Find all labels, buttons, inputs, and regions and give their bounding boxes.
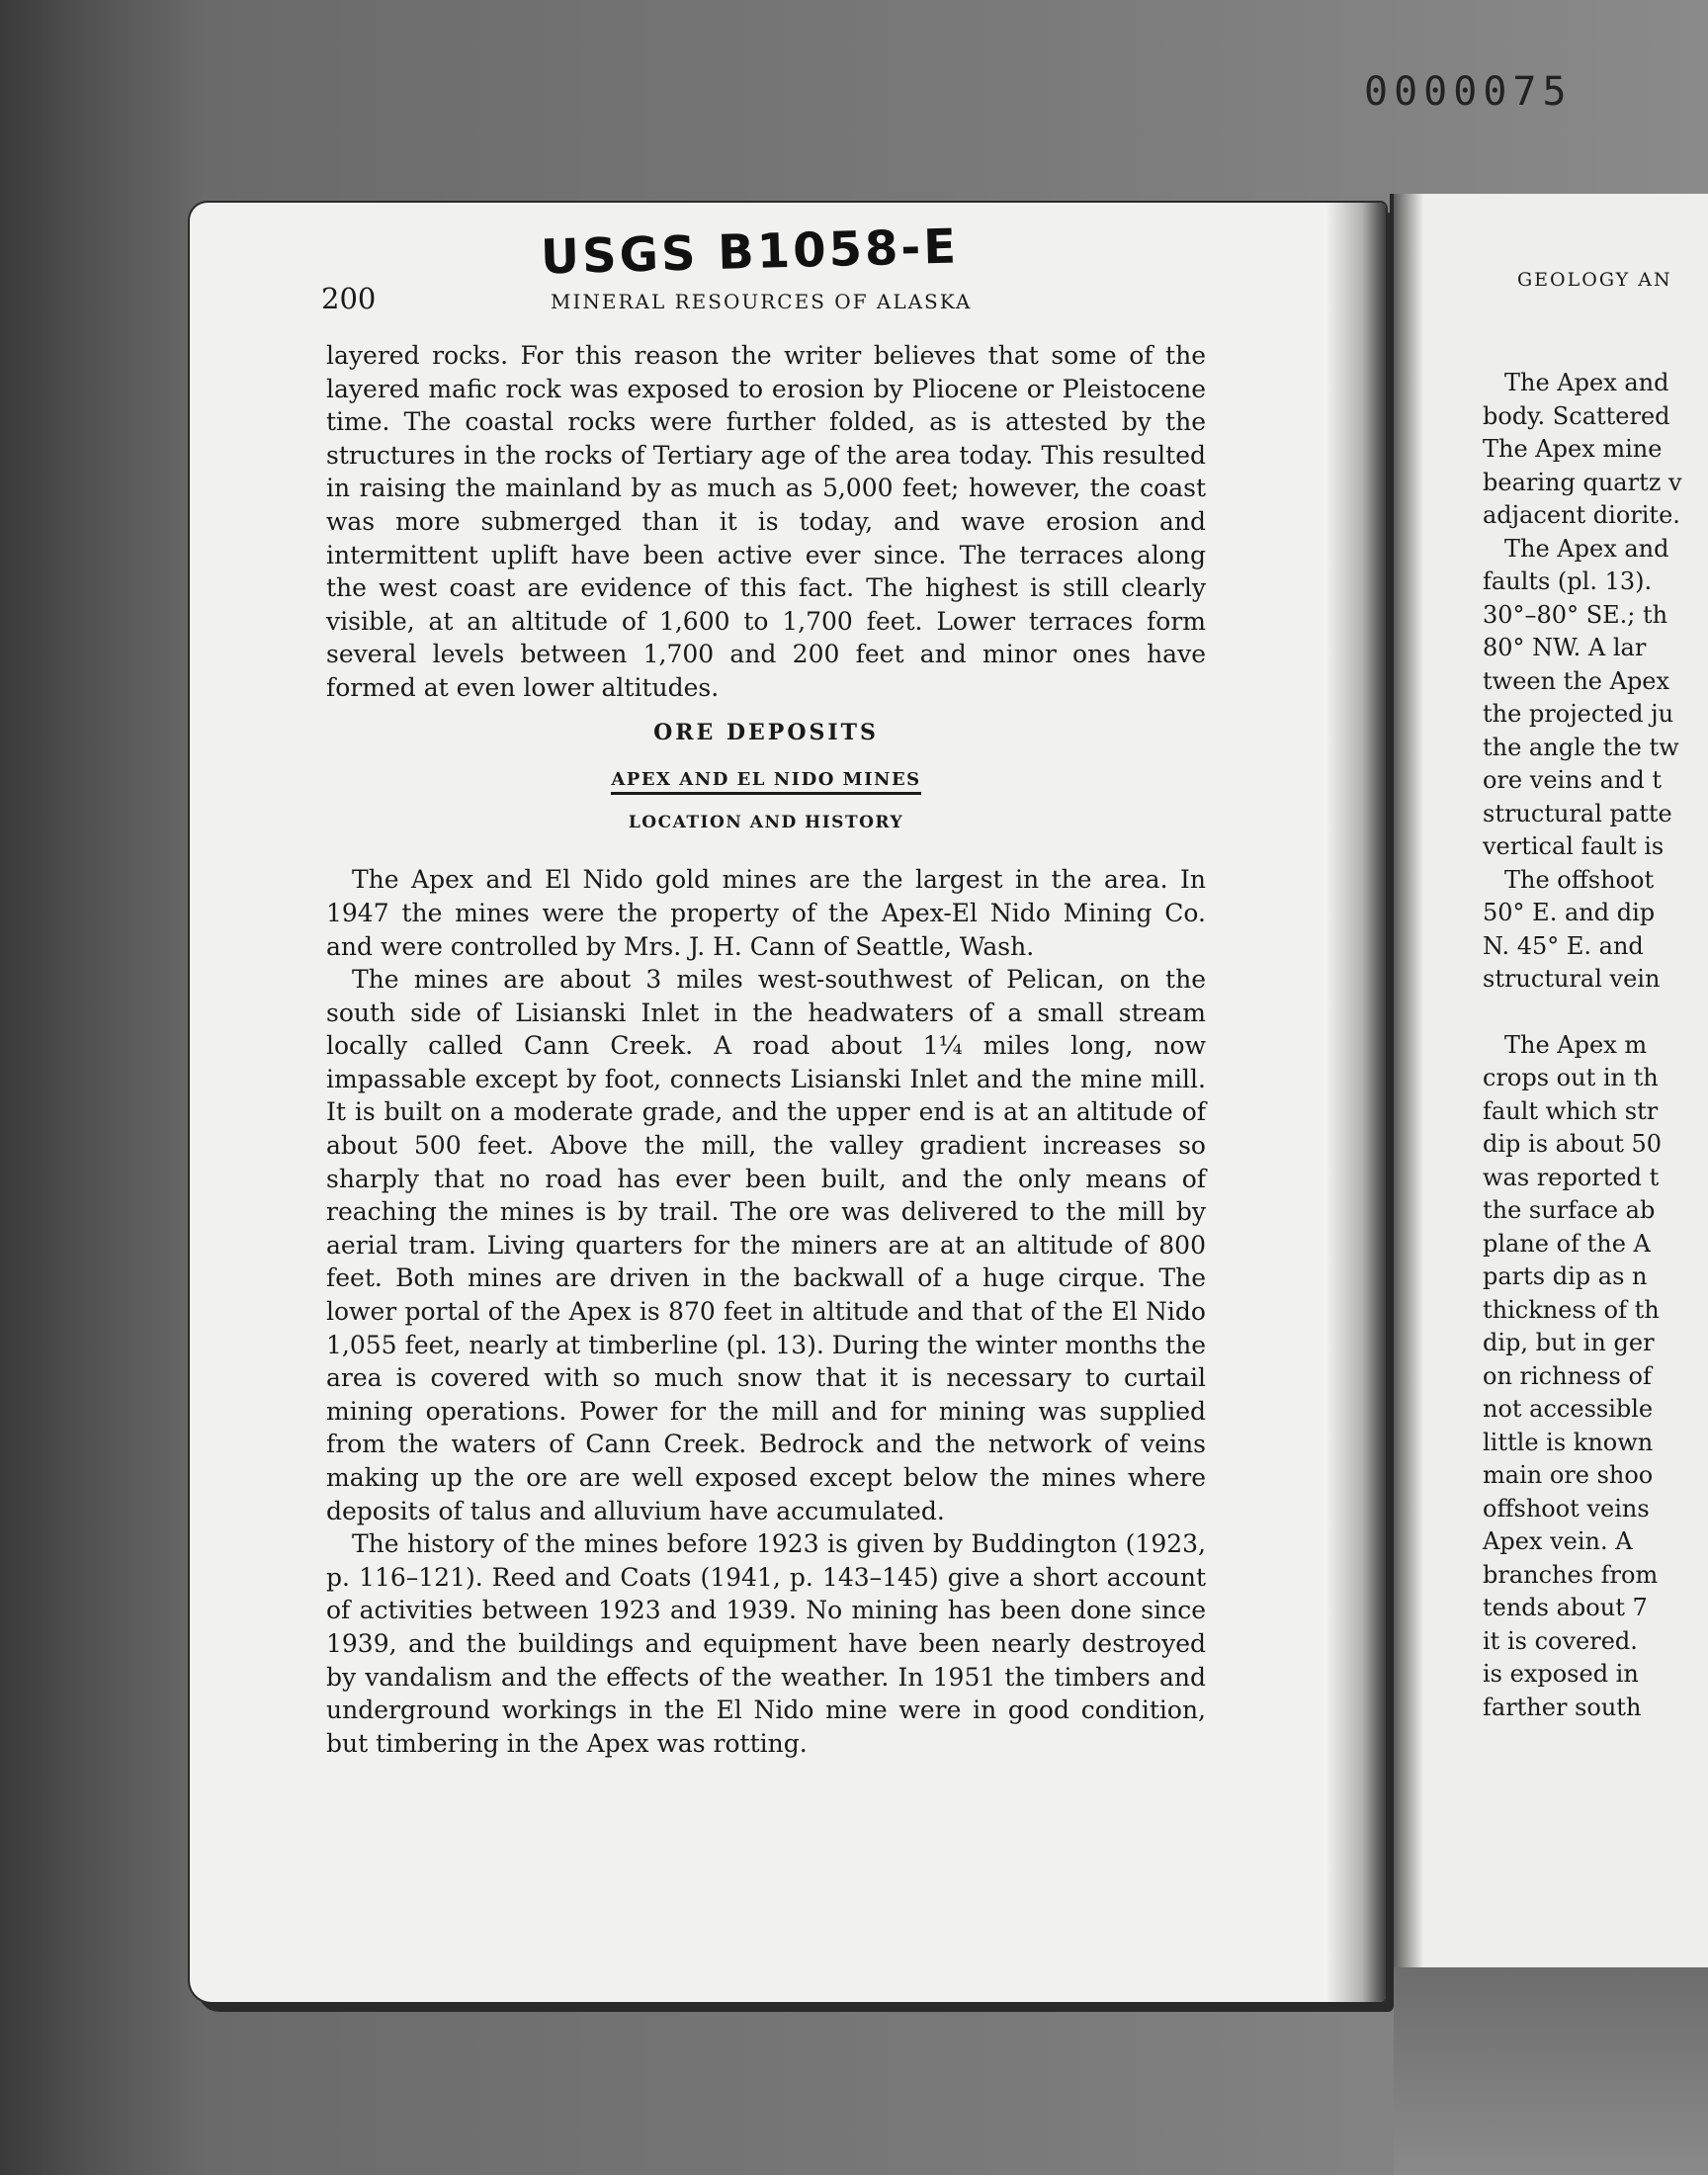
right-page-line: The Apex mine [1483, 435, 1663, 463]
right-page-line: farther south [1483, 1693, 1642, 1721]
right-page-line: parts dip as n [1483, 1262, 1648, 1290]
paragraph-2: The Apex and El Nido gold mines are the largest in the area. In 1947 the mines were the property of the Apex-El Nido Mining Co. and were controlled by Mrs. J. H. Cann of Seattle, Wash. [326, 865, 1206, 961]
right-running-head: GEOLOGY AN [1517, 269, 1672, 291]
right-page-line: little is known [1483, 1428, 1654, 1456]
scan-background [1394, 1967, 1708, 2175]
paragraph-1: layered rocks. For this reason the writer believes that some of the layered mafic rock was exposed to erosion by Pliocene or Pleistocene time. The coastal rocks were further folded, as is attested by the structures in the rocks of Tertiary age of the area today. This resulted in raising the mainland by as much as 5,000 feet; however, the coast was more submerged than it is today, and wave erosion and intermittent uplift have been active ever since. The terraces along the west coast are evidence of this fact. The highest is still clearly visible, at an altitude of 1,600 to 1,700 feet. Lower terraces form several levels between 1,700 and 200 feet and minor ones have formed at even lower altitudes. [326, 341, 1206, 702]
right-page-gap [1483, 997, 1708, 1029]
page-number: 200 [321, 282, 377, 315]
right-page-line: The offshoot [1504, 865, 1655, 894]
right-page-line: tends about 7 [1483, 1594, 1648, 1621]
right-page-line: the angle the tw [1483, 733, 1679, 761]
right-page-line: the surface ab [1483, 1196, 1656, 1224]
document-stamp-number: 0000075 [1364, 69, 1573, 115]
right-page-line: 80° NW. A lar [1483, 634, 1647, 661]
section-title: ORE DEPOSITS [653, 719, 879, 745]
right-page-line: the projected ju [1483, 700, 1674, 728]
right-page-line: ore veins and t [1483, 766, 1662, 794]
right-page-line: body. Scattered [1483, 401, 1670, 430]
right-page-line: crops out in th [1483, 1064, 1659, 1091]
right-page-line: The Apex and [1504, 534, 1669, 563]
right-page-line: tween the Apex [1483, 666, 1670, 695]
right-page-line: not accessible [1483, 1395, 1654, 1423]
right-page [1394, 194, 1708, 1973]
right-page-line: fault which str [1483, 1096, 1659, 1125]
right-page-line: Apex vein. A [1483, 1527, 1633, 1555]
right-page-line: dip is about 50 [1483, 1130, 1663, 1158]
body-text [326, 339, 1206, 1760]
right-page-line: on richness of [1483, 1361, 1652, 1390]
right-page-line: it is covered. [1483, 1626, 1638, 1655]
right-page-line: dip, but in ger [1483, 1329, 1655, 1356]
right-page-line: faults (pl. 13). [1483, 567, 1653, 595]
paragraph-3: The mines are about 3 miles west-southwest of Pelican, on the south side of Lisianski Inlet in the headwaters of a small stream locally called Cann Creek. A road about 1¼ miles long, now impassable except by foot, connects Lisianski Inlet and the mine mill. It is built on a moderate grade, and the upper end is at an altitude of about 500 feet. Above the mill, the valley gradient increases so sharply that no road has ever been built, and the only means of reaching the mines is by trail. The ore was delivered to the mill by aerial tram. Living quarters for the miners are at an altitude of 800 feet. Both mines are driven in the backwall of a huge cirque. The lower portal of the Apex is 870 feet in altitude and that of the El Nido 1,055 feet, nearly at timberline (pl. 13). During the winter months the area is covered with so much snow that it is necessary to curtail mining operations. Power for the mill and for mining was supplied from the waters of Cann Creek. Bedrock and the network of veins making up the ore are well exposed except below the mines where deposits of talus and alluvium have accumulated. [326, 965, 1206, 1525]
right-page-line: branches from [1483, 1560, 1659, 1589]
right-page-line: N. 45° E. and [1483, 931, 1644, 960]
minor-title: LOCATION AND HISTORY [628, 812, 904, 832]
left-page [190, 203, 1386, 2002]
right-page-line: adjacent diorite. [1483, 501, 1680, 529]
right-page-line: plane of the A [1483, 1229, 1651, 1258]
running-head: MINERAL RESOURCES OF ALASKA [551, 290, 973, 313]
subsection-title-text: APEX AND EL NIDO MINES [611, 769, 920, 795]
subsection-title [326, 763, 1206, 797]
right-page-line: thickness of th [1483, 1295, 1660, 1324]
right-page-line: The Apex and [1504, 369, 1669, 396]
paragraph-4: The history of the mines before 1923 is given by Buddington (1923, p. 116–121). Reed and Coats (1941, p. 143–145) give a short account of activities between 1923 and 1939. No mining has been done since 1939, and the buildings and equipment have been nearly destroyed by vandalism and the effects of the weather. In 1951 the timbers and underground workings in the El Nido mine were in good condition, but timbering in the Apex was rotting. [326, 1529, 1206, 1758]
right-page-line: was reported t [1483, 1163, 1660, 1191]
right-page-line: vertical fault is [1483, 832, 1665, 860]
handwritten-label: USGS B1058-E [540, 218, 960, 286]
right-page-line: offshoot veins [1483, 1494, 1650, 1522]
right-page-line: bearing quartz v [1483, 468, 1682, 496]
right-page-line: structural vein [1483, 965, 1661, 993]
right-page-text [1483, 367, 1708, 1724]
right-page-line: structural patte [1483, 799, 1672, 827]
right-page-line: 30°–80° SE.; th [1483, 600, 1668, 629]
right-page-line: The Apex m [1504, 1030, 1648, 1059]
right-page-line: main ore shoo [1483, 1461, 1654, 1489]
right-page-line: 50° E. and dip [1483, 899, 1656, 926]
right-page-line: is exposed in [1483, 1660, 1639, 1688]
